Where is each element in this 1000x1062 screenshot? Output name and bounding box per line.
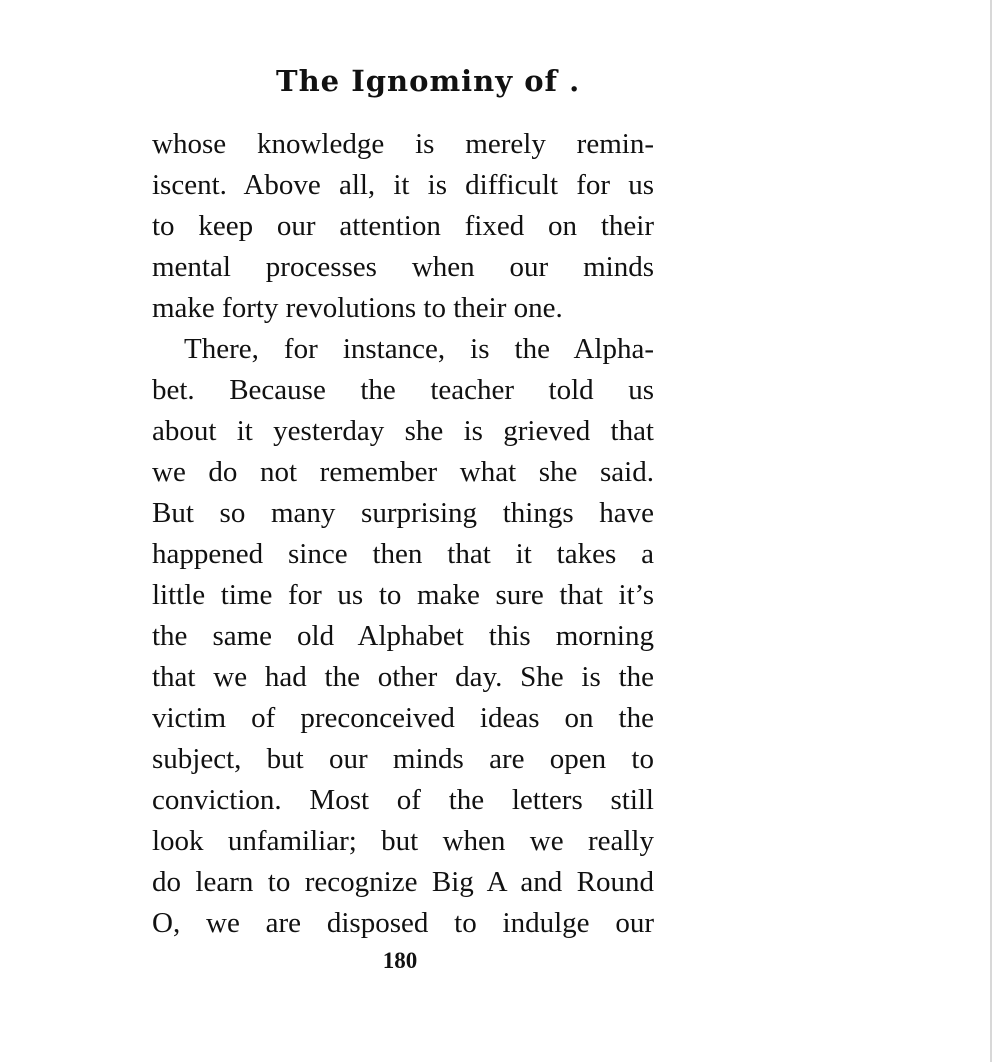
text-line: happened since then that it takes a <box>152 538 654 570</box>
text-line: iscent. Above all, it is difficult for us <box>152 169 654 201</box>
page-edge-shadow <box>990 0 992 1062</box>
text-line: that we had the other day. She is the <box>152 661 654 693</box>
text-line: O, we are disposed to indulge our <box>152 907 654 939</box>
text-line: we do not remember what she said. <box>152 456 654 488</box>
text-line: the same old Alphabet this morning <box>152 620 654 652</box>
body-text <box>152 124 654 944</box>
text-line: subject, but our minds are open to <box>152 743 654 775</box>
text-line: victim of preconceived ideas on the <box>152 702 654 734</box>
text-line: There, for instance, is the Alpha- <box>184 333 654 365</box>
page-number: 180 <box>382 948 418 973</box>
text-line: little time for us to make sure that it’s <box>152 579 654 611</box>
text-line: whose knowledge is merely remin- <box>152 128 654 160</box>
text-line: about it yesterday she is grieved that <box>152 415 654 447</box>
text-line: mental processes when our minds <box>152 251 654 283</box>
running-head: The Ignominy of . <box>276 64 581 98</box>
text-line: make forty revolutions to their one. <box>152 292 563 324</box>
text-line: bet. Because the teacher told us <box>152 374 654 406</box>
text-line: do learn to recognize Big A and Round <box>152 866 654 898</box>
text-line: conviction. Most of the letters still <box>152 784 654 816</box>
text-line: But so many surprising things have <box>152 497 654 529</box>
text-line: to keep our attention fixed on their <box>152 210 654 242</box>
text-line: look unfamiliar; but when we really <box>152 825 654 857</box>
